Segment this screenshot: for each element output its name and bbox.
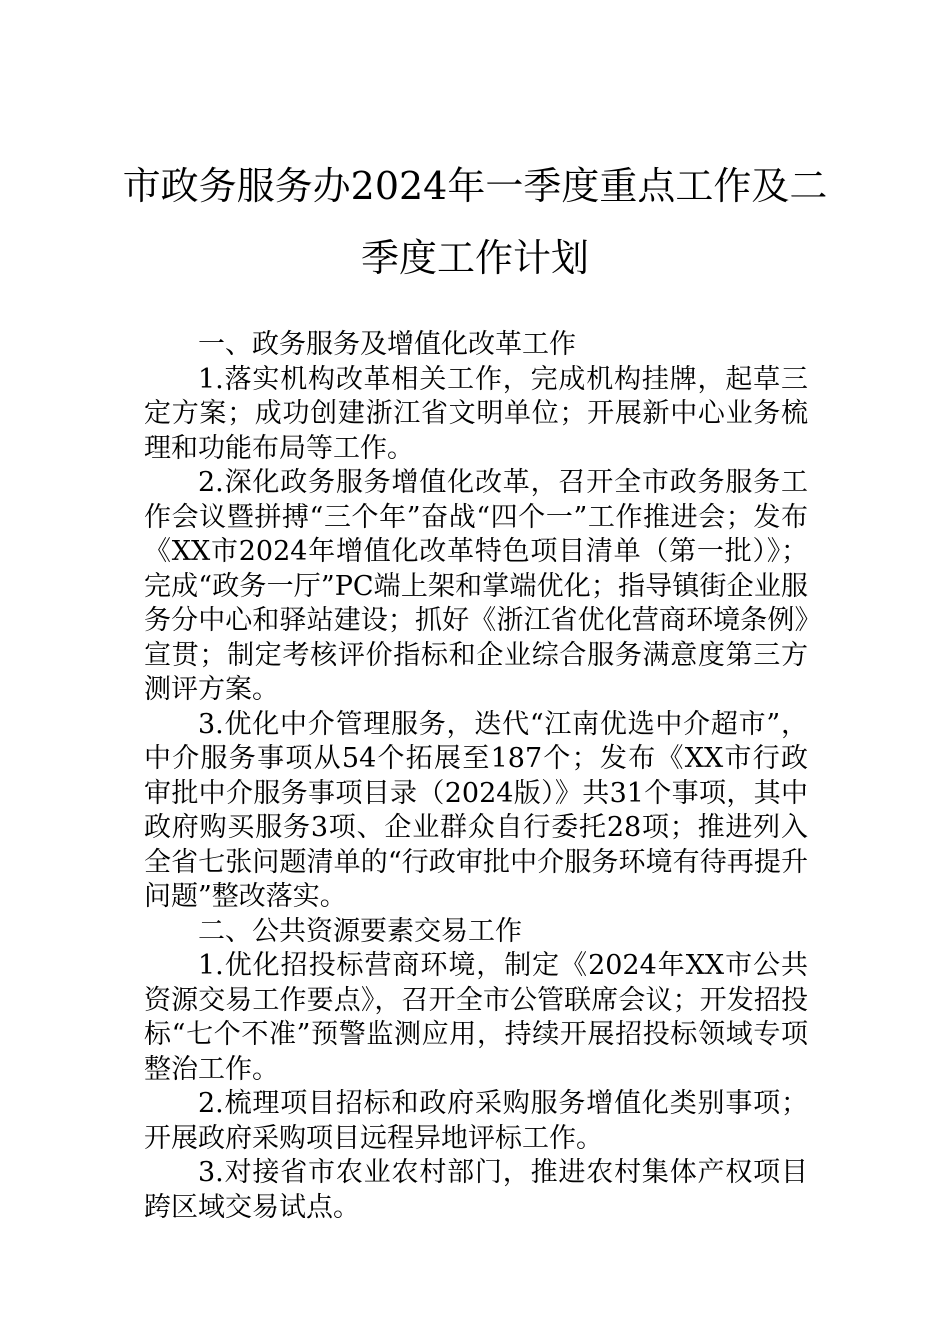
paragraph-1-3: 3.优化中介管理服务，迭代“江南优选中介超市”，中介服务事项从54个拓展至187个；发布《XX市行政审批中介服务事项目录（2024版）》共31个事项，其中政府购买服务3项、企业群众自行委托28项；推进列入全省七张问题清单的“行政审批中介服务环境有待再提升问题”整改落实。 [144,708,808,912]
paragraph-1-1: 1.落实机构改革相关工作，完成机构挂牌，起草三定方案；成功创建浙江省文明单位；开展新中心业务梳理和功能布局等工作。 [144,363,808,464]
section-heading-2: 二、公共资源要素交易工作 [198,915,522,947]
document-title: 市政务服务办2024年一季度重点工作及二季度工作计划 [122,164,828,280]
section-heading-1: 一、政务服务及增值化改革工作 [198,329,576,360]
paragraph-1-2: 2.深化政务服务增值化改革，召开全市政务服务工作会议暨拼搏“三个年”奋战“四个一”工作推进会；发布《XX市2024年增值化改革特色项目清单（第一批）》；完成“政务一厅”PC端上架和掌端优化；指导镇街企业服务分中心和驿站建设；抓好《浙江省优化营商环境条例》宣贯；制定考核评价指标和企业综合服务满意度第三方测评方案。 [144,467,808,705]
paragraph-2-1: 1.优化招投标营商环境，制定《2024年XX市公共资源交易工作要点》，召开全市公管联席会议；开发招投标“七个不准”预警监测应用，持续开展招投标领域专项整治工作。 [144,950,808,1085]
paragraph-2-2: 2.梳理项目招标和政府采购服务增值化类别事项；开展政府采购项目远程异地评标工作。 [144,1088,808,1154]
paragraph-2-3: 3.对接省市农业农村部门，推进农村集体产权项目跨区域交易试点。 [144,1157,808,1223]
document-body [144,328,808,1225]
